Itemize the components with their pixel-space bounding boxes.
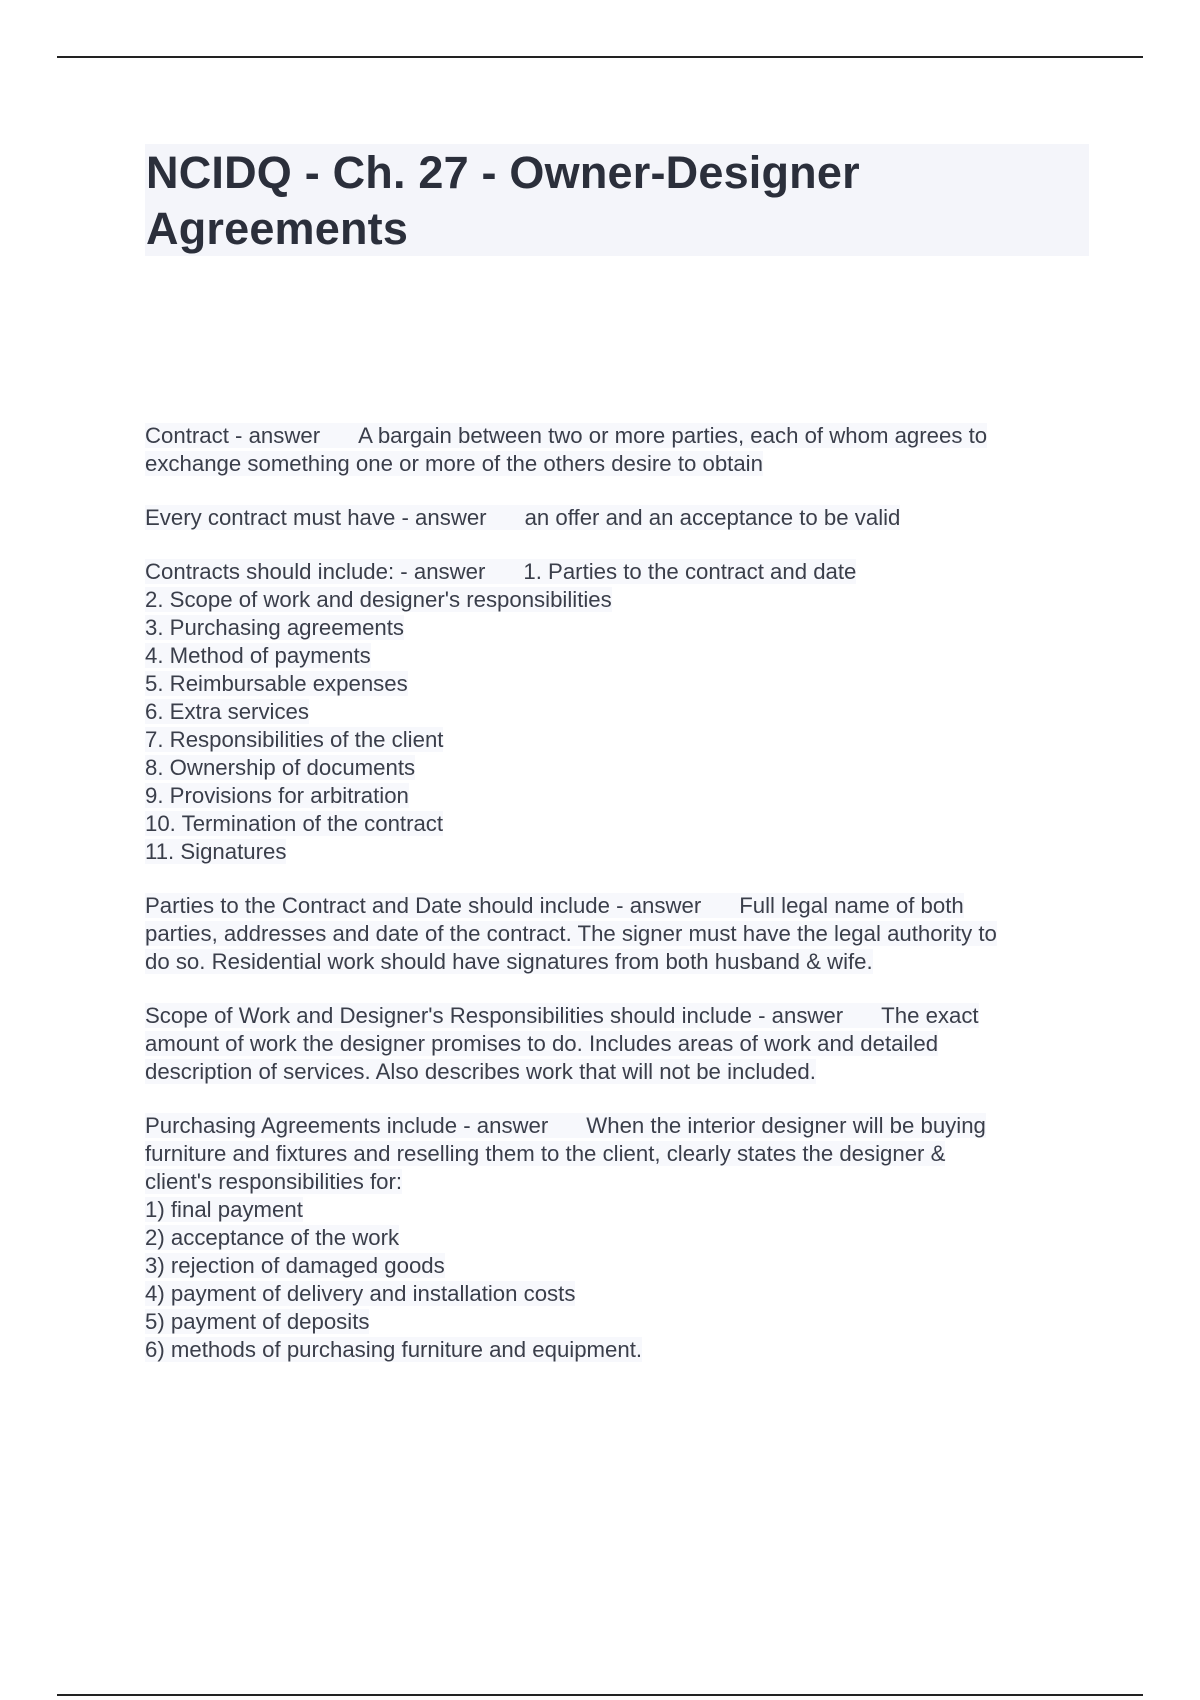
card-answer-line: When the interior designer will be buying <box>586 1113 986 1138</box>
flashcard <box>145 558 1090 866</box>
list-item: 6. Extra services <box>145 699 309 724</box>
card-term: Parties to the Contract and Date should include - answer <box>145 893 702 918</box>
list-item: 11. Signatures <box>145 839 287 864</box>
card-answer-line: parties, addresses and date of the contract. The signer must have the legal authority to <box>145 921 997 946</box>
card-answer-line: an offer and an acceptance to be valid <box>524 505 901 530</box>
top-rule <box>57 56 1143 58</box>
flashcard <box>145 892 1090 976</box>
list-item: 6) methods of purchasing furniture and equipment. <box>145 1337 643 1362</box>
card-answer-line: client's responsibilities for: <box>145 1169 403 1194</box>
title-line: Agreements <box>146 203 409 254</box>
card-term: Purchasing Agreements include - answer <box>145 1113 549 1138</box>
card-answer-line: do so. Residential work should have signatures from both husband & wife. <box>145 949 873 974</box>
list-item: 5. Reimbursable expenses <box>145 671 408 696</box>
list-item: 2) acceptance of the work <box>145 1225 400 1250</box>
bottom-rule <box>57 1694 1143 1696</box>
card-first-line <box>145 1112 1090 1140</box>
card-first-line <box>145 1002 1090 1030</box>
card-answer-line: exchange something one or more of the others desire to obtain <box>145 451 763 476</box>
list-item: 7. Responsibilities of the client <box>145 727 444 752</box>
list-item: 5) payment of deposits <box>145 1309 370 1334</box>
card-answer-line: description of services. Also describes work that will not be included. <box>145 1059 816 1084</box>
list-item: 4. Method of payments <box>145 643 371 668</box>
list-item: 4) payment of delivery and installation costs <box>145 1281 576 1306</box>
card-term: Contract - answer <box>145 423 321 448</box>
document-title <box>146 145 1076 257</box>
list-item: 2. Scope of work and designer's responsibilities <box>145 587 612 612</box>
card-term: Scope of Work and Designer's Responsibilities should include - answer <box>145 1003 844 1028</box>
list-item: 9. Provisions for arbitration <box>145 783 409 808</box>
card-answer-line: Full legal name of both <box>739 893 964 918</box>
card-first-line <box>145 892 1090 920</box>
card-first-line <box>145 504 1090 532</box>
flashcard <box>145 1002 1090 1086</box>
card-answer-line: amount of work the designer promises to do. Includes areas of work and detailed <box>145 1031 939 1056</box>
list-item: 10. Termination of the contract <box>145 811 444 836</box>
flashcard <box>145 422 1090 478</box>
flashcard-list <box>145 422 1090 1390</box>
card-answer-line: The exact <box>881 1003 979 1028</box>
card-first-line <box>145 558 1090 586</box>
list-item: 8. Ownership of documents <box>145 755 416 780</box>
title-line: NCIDQ - Ch. 27 - Owner-Designer <box>146 147 860 198</box>
list-item: 3. Purchasing agreements <box>145 615 405 640</box>
flashcard <box>145 1112 1090 1364</box>
card-first-line <box>145 422 1090 450</box>
card-term: Contracts should include: - answer <box>145 559 486 584</box>
card-answer-line: 1. Parties to the contract and date <box>523 559 857 584</box>
card-answer-line: A bargain between two or more parties, each of whom agrees to <box>358 423 988 448</box>
card-answer-line: furniture and fixtures and reselling them to the client, clearly states the designer & <box>145 1141 946 1166</box>
list-item: 3) rejection of damaged goods <box>145 1253 445 1278</box>
flashcard <box>145 504 1090 532</box>
list-item: 1) final payment <box>145 1197 303 1222</box>
card-term: Every contract must have - answer <box>145 505 487 530</box>
